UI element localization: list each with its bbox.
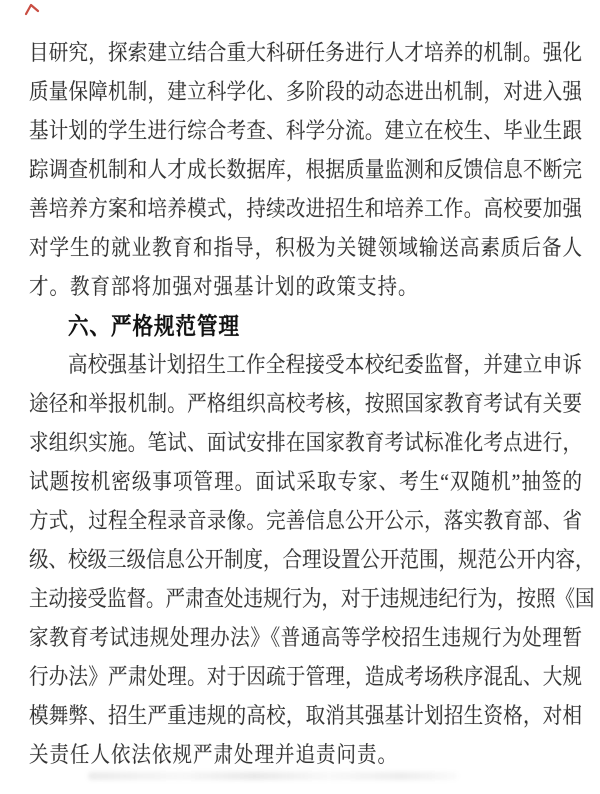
paragraph-end-line: 关责任人依法依规严肃处理并追责问责。	[29, 743, 399, 768]
text-line: 对学生的就业教育和指导，积极为关键领域输送高素质后备人	[29, 236, 582, 261]
text-line: 模舞弊、招生严重违规的高校，取消其强基计划招生资格，对相	[29, 704, 582, 729]
text-line: 高校强基计划招生工作全程接受本校纪委监督，并建立申诉	[68, 353, 582, 378]
red-pen-mark-icon	[24, 3, 40, 17]
text-line: 质量保障机制，建立科学化、多阶段的动态进出机制，对进入强	[29, 80, 582, 105]
page-bleedthrough	[88, 772, 458, 780]
text-line: 善培养方案和培养模式，持续改进招生和培养工作。高校要加强	[29, 197, 582, 222]
text-line: 级、校级三级信息公开制度，合理设置公开范围，规范公开内容，	[29, 548, 595, 573]
text-line: 主动接受监督。严肃查处违规行为，对于违规违纪行为，按照《国	[29, 587, 595, 612]
text-line: 家教育考试违规处理办法》《普通高等学校招生违规行为处理暂	[29, 626, 582, 651]
text-line: 途径和举报机制。严格组织高校考核，按照国家教育考试有关要	[29, 392, 582, 417]
text-line: 踪调查机制和人才成长数据库，根据质量监测和反馈信息不断完	[29, 158, 582, 183]
section-heading: 六、严格规范管理	[68, 313, 240, 340]
text-line: 目研究，探索建立结合重大科研任务进行人才培养的机制。强化	[29, 41, 582, 66]
paragraph-end-line: 才。教育部将加强对强基计划的政策支持。	[29, 275, 419, 300]
text-line: 行办法》严肃处理。对于因疏于管理，造成考场秩序混乱、大规	[29, 665, 582, 690]
document-text	[29, 34, 595, 775]
text-line: 基计划的学生进行综合考查、科学分流。建立在校生、毕业生跟	[29, 119, 582, 144]
text-line: 方式，过程全程录音录像。完善信息公开公示，落实教育部、省	[29, 509, 582, 534]
text-line: 求组织实施。笔试、面试安排在国家教育考试标准化考点进行，	[29, 431, 582, 456]
text-line: 试题按机密级事项管理。面试采取专家、考生“双随机”抽签的	[29, 470, 582, 495]
